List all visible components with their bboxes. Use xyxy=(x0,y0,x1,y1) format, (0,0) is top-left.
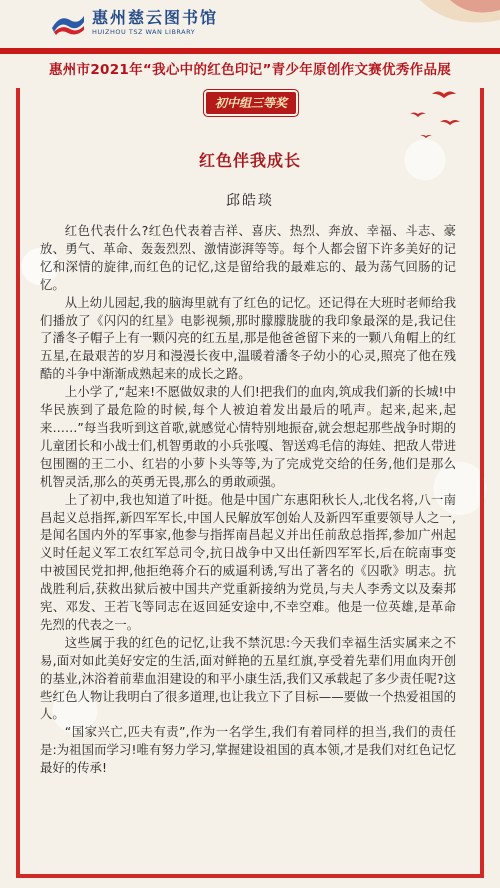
award-badge: 初中组三等奖 xyxy=(206,92,296,114)
library-name xyxy=(92,10,218,36)
essay-paragraph: 从上幼儿园起,我的脑海里就有了红色的记忆。还记得在大班时老师给我们播放了《闪闪的红星》电影视频,那时朦朦胧胧的我印象最深的是,我记住了潘冬子帽子上有一颗闪亮的红五星,那是他爸爸留下来的一颗八角帽上的红五星,在最艰苦的岁月和漫漫长夜中,温暖着潘冬子幼小的心灵,照亮了他在残酷的斗争中渐渐成熟起来的成长之路。 xyxy=(40,294,456,382)
header-bar xyxy=(0,0,500,50)
essay-paragraph: 红色代表什么?红色代表着吉祥、喜庆、热烈、奔放、幸福、斗志、豪放、勇气、革命、轰轰烈烈、激情澎湃等等。每个人都会留下许多美好的记忆和深情的旋律,而红色的记忆,这是留给我的最难忘的、最为荡气回肠的记忆。 xyxy=(40,223,456,292)
bottom-frame-line xyxy=(16,874,484,878)
essay-title: 红色伴我成长 xyxy=(198,151,301,170)
essay-paragraph: “国家兴亡,匹夫有责”,作为一名学生,我们有着同样的担当,我们的责任是:为祖国而学习!唯有努力学习,掌握建设祖国的真本领,才是我们对红色记忆最好的传承! xyxy=(40,724,456,776)
library-logo xyxy=(50,10,218,36)
library-name-en: HUIZHOU TSZ WAN LIBRARY xyxy=(92,28,196,36)
essay-author: 邱皓琰 xyxy=(226,193,274,209)
library-logo-icon xyxy=(50,10,86,36)
essay-paragraph: 上了初中,我也知道了叶挺。他是中国广东惠阳秋长人,北伐名将,八一南昌起义总指挥,新四军军长,中国人民解放军创始人及新四军重要领导人之一,是闻名国内外的军事家,他参与指挥南昌起义并出任前敌总指挥,参加广州起义时任起义军工农红军总司令,抗日战争中又出任新四军军长,后在皖南事变中被国民党扣押,他拒绝蒋介石的威逼利诱,写出了著名的《囚歌》明志。抗战胜利后,获救出狱后被中国共产党重新接纳为党员,与夫人李秀文以及秦邦宪、邓发、王若飞等同志在返回延安途中,不幸空难。他是一位英雄,是革命先烈的代表之一。 xyxy=(40,491,456,632)
flying-birds-icon xyxy=(380,88,470,148)
banner-title: 惠州市2021年“我心中的红色印记”青少年原创作文赛优秀作品展 xyxy=(48,62,452,78)
essay-paragraph: 上小学了,“起来!不愿做奴隶的人们!把我们的血肉,筑成我们新的长城!中华民族到了最危险的时候,每个人被迫着发出最后的吼声。起来,起来,起来……”每当我听到这首歌,就感觉心情特别地振奋,就会想起那些战争时期的儿童团长和小战士们,机智勇敢的小兵张嘎、智送鸡毛信的海娃、把敌人带进包围圈的王二小、红岩的小萝卜头等等,为了完成党交给的任务,他们是那么机智灵活,那么的英勇无畏,那么的勇敢顽强。 xyxy=(40,384,456,489)
header-divider xyxy=(0,48,500,54)
library-name-cn: 惠州慈云图书馆 xyxy=(92,8,219,27)
essay-paragraph: 这些属于我的红色的记忆,让我不禁沉思:今天我们幸福生活实属来之不易,面对如此美好安定的生活,面对鲜艳的五星红旗,享受着先辈们用血肉开创的基业,沐浴着前辈血泪建设的和平小康生活,我们又承载起了多少责任呢?这些红色人物让我明白了很多道理,也让我立下了目标——要做一个热爱祖国的人。 xyxy=(40,634,456,722)
essay-body xyxy=(40,222,456,777)
